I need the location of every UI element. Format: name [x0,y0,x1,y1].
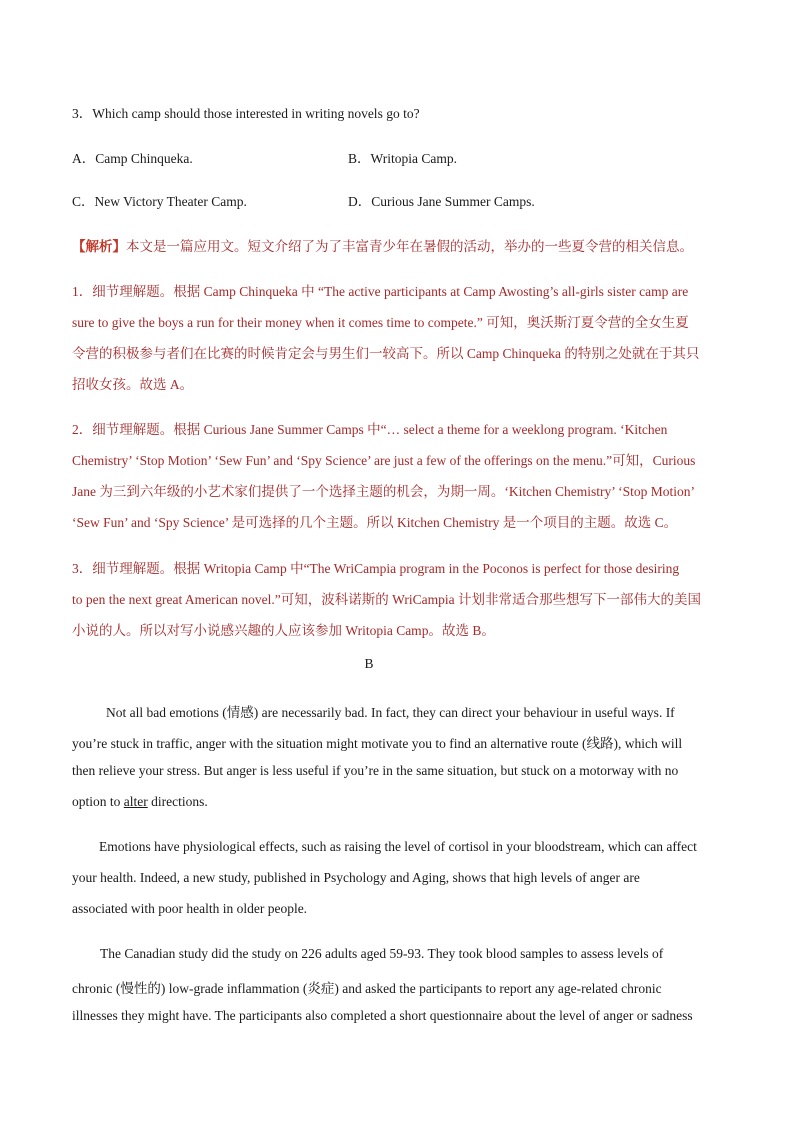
analysis-item1-line: 令营的积极参与者们在比赛的时候肯定会与男生们一较高下。所以 Camp Chinqueka 的特别之处就在于其只 [72,346,700,361]
passage-line: Not all bad emotions (情感) are necessarily bad. In fact, they can direct your behaviour in useful ways. If [106,705,675,720]
analysis-item3-line: 3．细节理解题。根据 Writopia Camp 中“The WriCampia program in the Poconos is perfect for those desiring [72,561,680,576]
question-stem: 3．Which camp should those interested in writing novels go to? [72,106,420,121]
analysis-intro-line [72,235,693,255]
option-b: B．Writopia Camp. [348,151,457,166]
passage-line: then relieve your stress. But anger is less useful if you’re in the same situation, but stuck on a motorway with no [72,763,679,778]
analysis-item2-line: Chemistry’ ‘Stop Motion’ ‘Sew Fun’ and ‘Spy Science’ are just a few of the offerings on the menu.”可知，Curious [72,453,696,468]
passage-text: directions. [147,794,208,809]
underlined-word: alter [123,794,148,809]
analysis-item2-line: 2．细节理解题。根据 Curious Jane Summer Camps 中“… select a theme for a weeklong program. ‘Kitchen [72,422,668,437]
passage-line: you’re stuck in traffic, anger with the situation might motivate you to find an alternative route (线路), which will [72,736,683,751]
passage-line [72,794,208,810]
analysis-item2-line: Jane 为三到六年级的小艺术家们提供了一个选择主题的机会，为期一周。‘Kitchen Chemistry’ ‘Stop Motion’ [72,484,695,499]
section-label: B [364,656,374,671]
passage-line: The Canadian study did the study on 226 adults aged 59-93. They took blood samples to assess levels of [100,946,664,961]
analysis-intro: 本文是一篇应用文。短文介绍了为了丰富青少年在暑假的活动，举办的一些夏令营的相关信息。 [126,239,693,254]
passage-line: illnesses they might have. The participants also completed a short questionnaire about the level of anger or sadness [72,1008,693,1023]
passage-line: chronic (慢性的) low-grade inflammation (炎症) and asked the participants to report any age-related chronic [72,981,662,996]
passage-line: associated with poor health in older people. [72,901,308,916]
option-c: C．New Victory Theater Camp. [72,194,247,209]
passage-line: Emotions have physiological effects, such as raising the level of cortisol in your bloodstream, which can affect [99,839,697,854]
option-a: A．Camp Chinqueka. [72,151,193,166]
analysis-item3-line: 小说的人。所以对写小说感兴趣的人应该参加 Writopia Camp。故选 B。 [72,623,495,638]
analysis-item1-line: sure to give the boys a run for their money when it comes time to compete.” 可知，奥沃斯汀夏令营的全女生夏 [72,315,689,330]
analysis-item1-line: 1．细节理解题。根据 Camp Chinqueka 中 “The active participants at Camp Awosting’s all-girls sister camp are [72,284,689,299]
analysis-item2-line: ‘Sew Fun’ and ‘Spy Science’ 是可选择的几个主题。所以 Kitchen Chemistry 是一个项目的主题。故选 C。 [72,515,678,530]
passage-text: option to [72,794,124,809]
passage-line: your health. Indeed, a new study, published in Psychology and Aging, shows that high levels of anger are [72,870,640,885]
analysis-item3-line: to pen the next great American novel.”可知，波科诺斯的 WriCampia 计划非常适合那些想写下一部伟大的美国 [72,592,701,607]
analysis-item1-line: 招收女孩。故选 A。 [72,377,194,392]
analysis-tag: 【解析】 [72,239,126,254]
option-d: D．Curious Jane Summer Camps. [348,194,535,209]
